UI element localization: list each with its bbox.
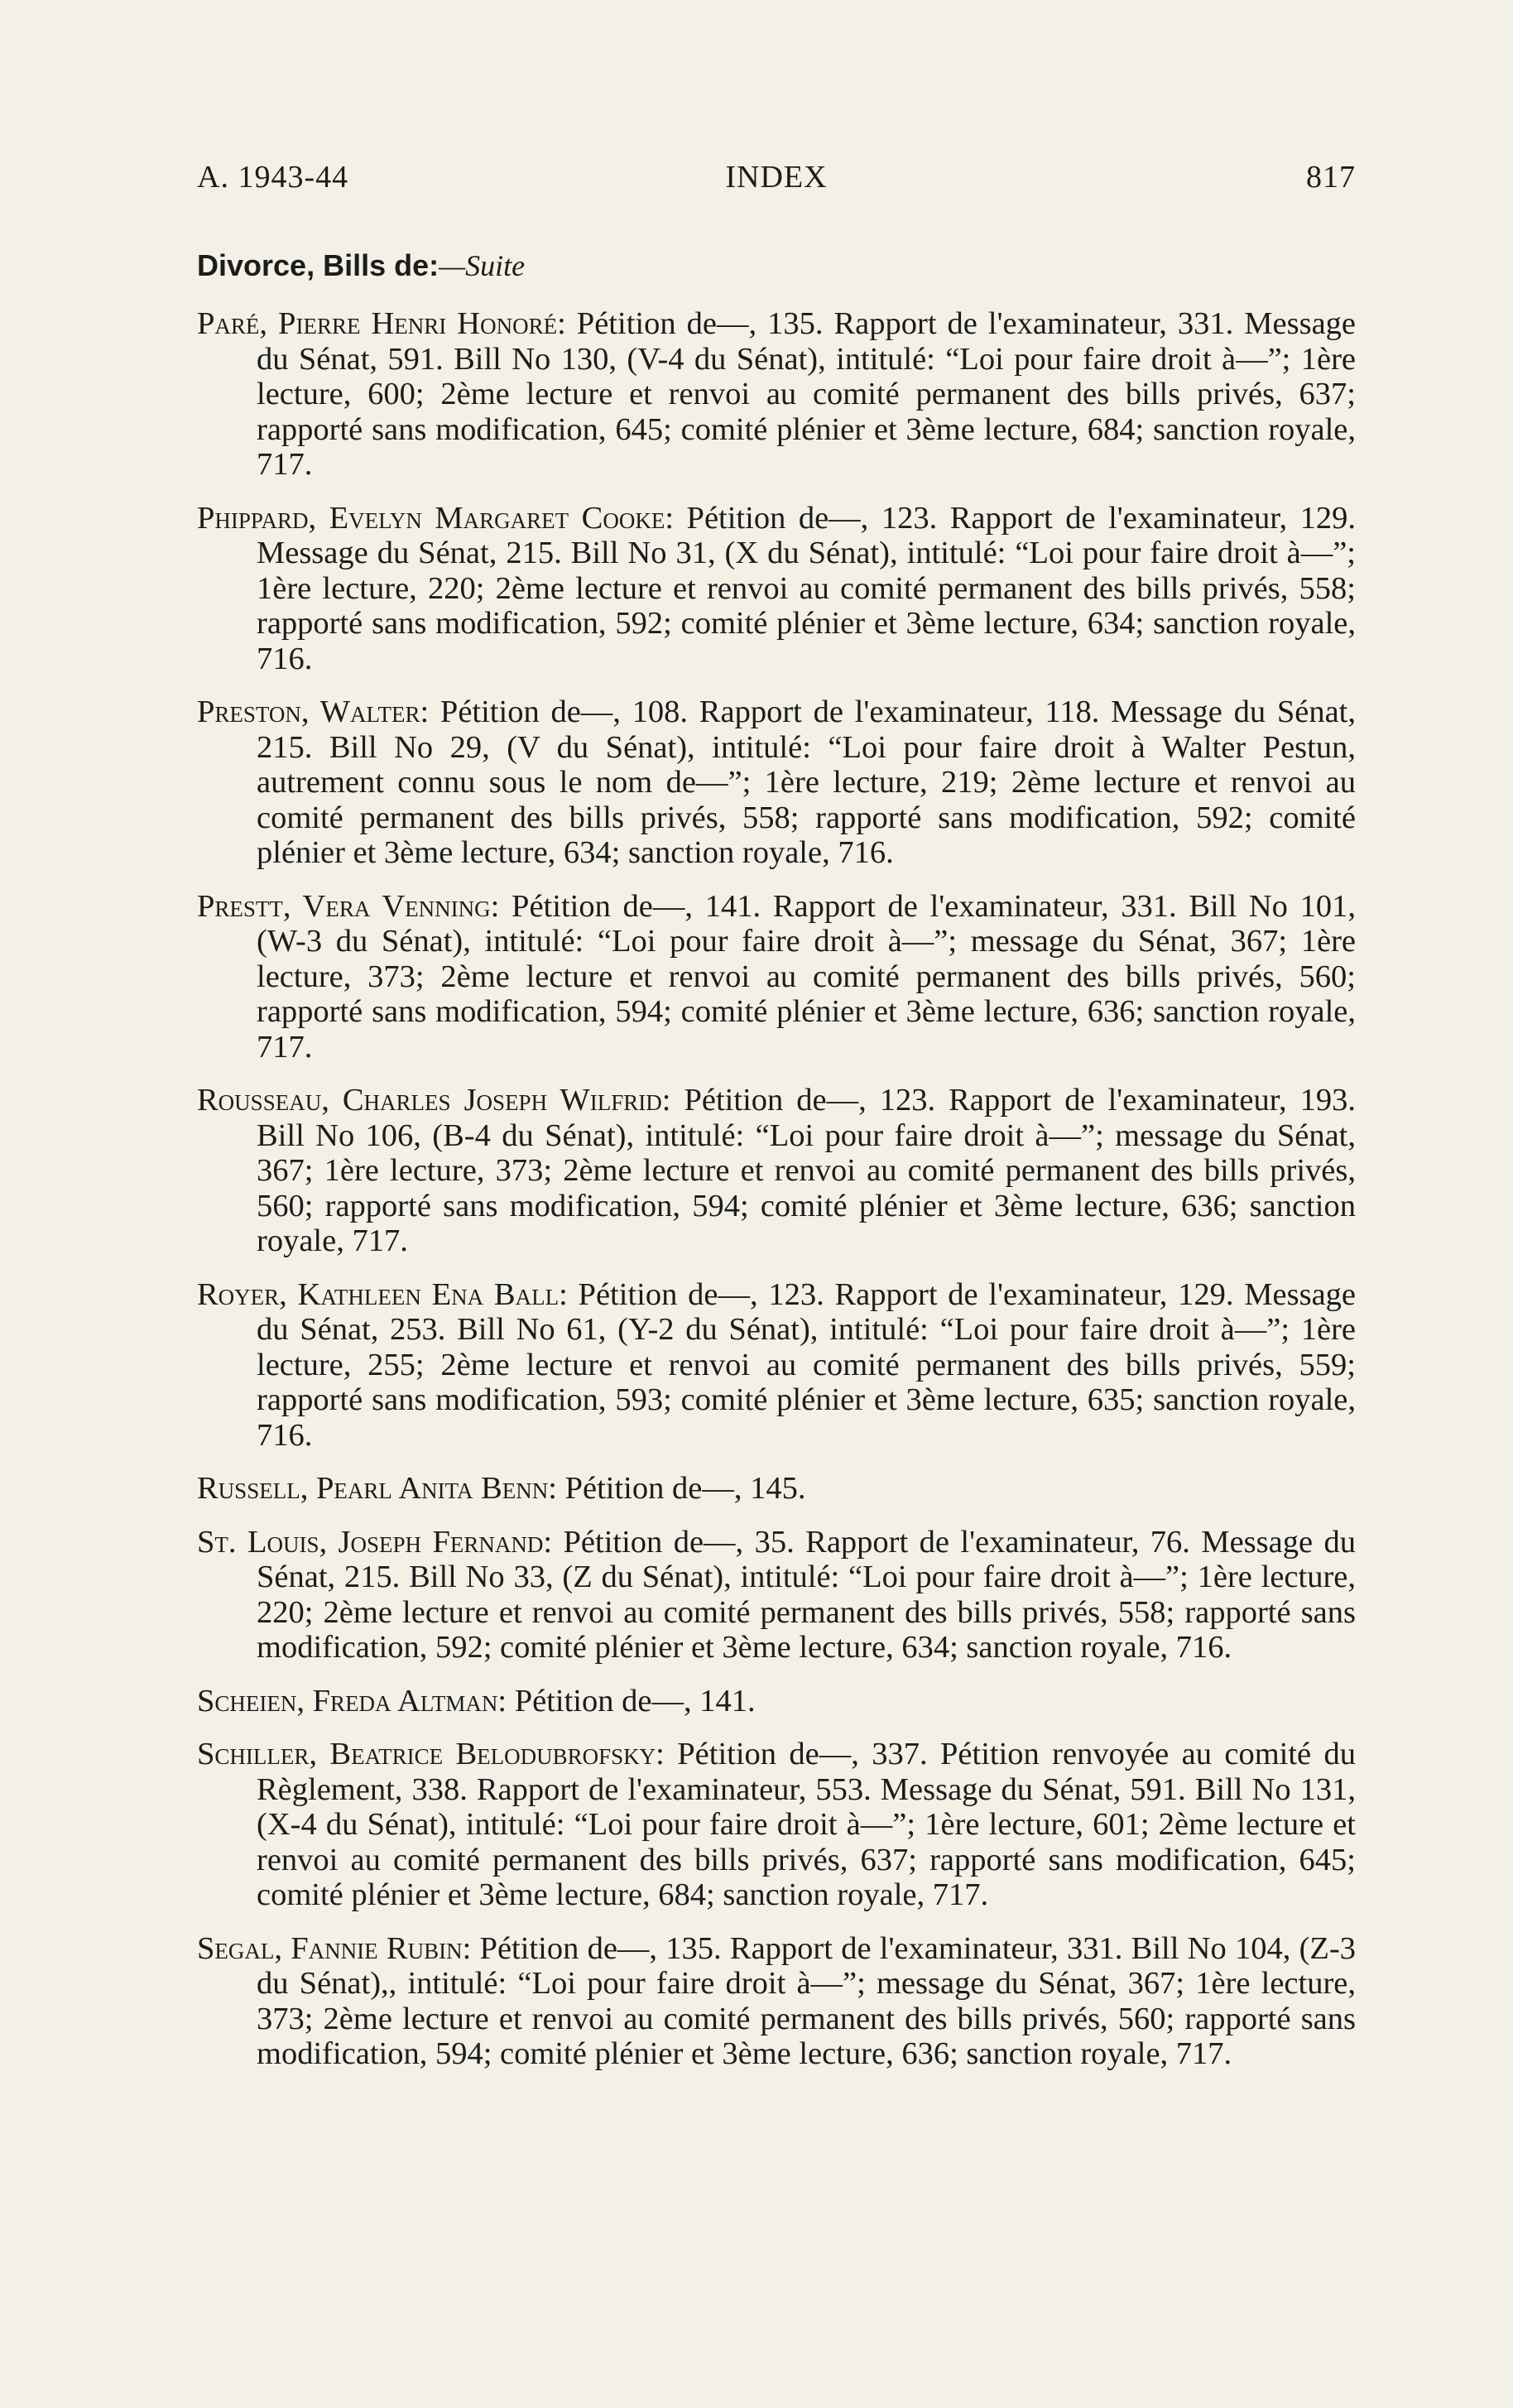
entry-name: Schiller, Beatrice Belodubrofsky: [197, 1737, 656, 1771]
entry-name: Preston, Walter: [197, 695, 420, 729]
entry-name: Segal, Fannie Rubin: [197, 1930, 463, 1966]
index-entry: [197, 1737, 1356, 1913]
entry-text: : Pétition de—, 35. Rapport de l'examinateur, 76. Message du Sénat, 215. Bill No 33, (Z du Sénat), intitulé: “Loi pour faire droit à—”; 1ère lecture, 220; 2ème lecture et renvoi au comité permanent des bills privés, 558; rapporté sans modification, 592; comité plénier et 3ème lecture, 634; sanction royale, 716.: [257, 1524, 1356, 1665]
entry-text: : Pétition de—, 123. Rapport de l'examinateur, 129. Message du Sénat, 253. Bill No 61, (Y-2 du Sénat), intitulé: “Loi pour faire droit à—”; 1ère lecture, 255; 2ème lecture et renvoi au comité permanent des bills privés, 559; rapporté sans modification, 593; comité plénier et 3ème lecture, 635; sanction royale, 716.: [257, 1276, 1356, 1453]
index-entry: [197, 501, 1356, 677]
entry-name: Phippard, Evelyn Margaret Cooke: [197, 500, 665, 536]
entry-name: Russell, Pearl Anita Benn: [197, 1471, 549, 1506]
entry-text: : Pétition de—, 141. Rapport de l'examinateur, 331. Bill No 101, (W-3 du Sénat), intitulé: “Loi pour faire droit à—”; message du Sénat, 367; 1ère lecture, 373; 2ème lecture et renvoi au comité permanent des bills privés, 560; rapporté sans modification, 594; comité plénier et 3ème lecture, 636; sanction royale, 717.: [257, 888, 1356, 1065]
session-years: A. 1943-44: [197, 160, 349, 195]
page-header: [197, 159, 1356, 200]
section-heading-title: Divorce, Bills de:: [197, 248, 439, 282]
index-entry: [197, 889, 1356, 1065]
page-number: 817: [1306, 160, 1356, 195]
entry-text: : Pétition de—, 123. Rapport de l'examinateur, 193. Bill No 106, (B-4 du Sénat), intitulé: “Loi pour faire droit à—”; message du Sénat, 367; 1ère lecture, 373; 2ème lecture et renvoi au comité permanent des bills privés, 560; rapporté sans modification, 594; comité plénier et 3ème lecture, 636; sanction royale, 717.: [257, 1083, 1356, 1258]
section-heading: [197, 248, 1356, 283]
entry-text: : Pétition de—, 145.: [548, 1471, 806, 1506]
entry-text: : Pétition de—, 123. Rapport de l'examinateur, 129. Message du Sénat, 215. Bill No 31, (X du Sénat), intitulé: “Loi pour faire droit à—”; 1ère lecture, 220; 2ème lecture et renvoi au comité permanent des bills privés, 558; rapporté sans modification, 592; comité plénier et 3ème lecture, 634; sanction royale, 716.: [257, 500, 1356, 676]
entry-name: Rousseau, Charles Joseph Wilfrid: [197, 1083, 662, 1117]
entry-text: : Pétition de—, 108. Rapport de l'examinateur, 118. Message du Sénat, 215. Bill No 29, (V du Sénat), intitulé: “Loi pour faire droit à Walter Pestun, autrement connu sous le nom de—”; 1ère lecture, 219; 2ème lecture et renvoi au comité permanent des bills privés, 558; rapporté sans modification, 592; comité plénier et 3ème lecture, 634; sanction royale, 716.: [257, 695, 1356, 870]
entry-text: : Pétition de—, 141.: [497, 1683, 756, 1718]
running-title: INDEX: [725, 160, 828, 195]
entry-text: : Pétition de—, 135. Rapport de l'examinateur, 331. Message du Sénat, 591. Bill No 130, (V-4 du Sénat), intitulé: “Loi pour faire droit à—”; 1ère lecture, 600; 2ème lecture et renvoi au comité permanent des bills privés, 637; rapporté sans modification, 645; comité plénier et 3ème lecture, 684; sanction royale, 717.: [257, 306, 1356, 482]
entry-name: Paré, Pierre Henri Honoré: [197, 306, 558, 341]
index-entry: [197, 1525, 1356, 1665]
index-entry: [197, 1083, 1356, 1259]
index-entry: [197, 1277, 1356, 1454]
index-entry: [197, 1931, 1356, 2072]
entry-name: Scheien, Freda Altman: [197, 1683, 498, 1718]
index-section: [197, 248, 1356, 2090]
section-heading-suffix: —Suite: [439, 249, 526, 282]
entry-name: Royer, Kathleen Ena Ball: [197, 1276, 560, 1312]
index-entry: [197, 1684, 1356, 1719]
index-entry: [197, 695, 1356, 871]
index-entry: [197, 1471, 1356, 1507]
entry-text: : Pétition de—, 135. Rapport de l'examinateur, 331. Bill No 104, (Z-3 du Sénat),, intitulé: “Loi pour faire droit à—”; message du Sénat, 367; 1ère lecture, 373; 2ème lecture et renvoi au comité permanent des bills privés, 560; rapporté sans modification, 594; comité plénier et 3ème lecture, 636; sanction royale, 717.: [257, 1930, 1356, 2071]
entry-name: Prestt, Vera Venning: [197, 888, 491, 924]
index-entry: [197, 306, 1356, 483]
entry-text: : Pétition de—, 337. Pétition renvoyée au comité du Règlement, 338. Rapport de l'examinateur, 553. Message du Sénat, 591. Bill No 131, (X-4 du Sénat), intitulé: “Loi pour faire droit à—”; 1ère lecture, 601; 2ème lecture et renvoi au comité permanent des bills privés, 637; rapporté sans modification, 645; comité plénier et 3ème lecture, 684; sanction royale, 717.: [257, 1737, 1357, 1912]
entry-name: St. Louis, Joseph Fernand: [197, 1524, 544, 1560]
